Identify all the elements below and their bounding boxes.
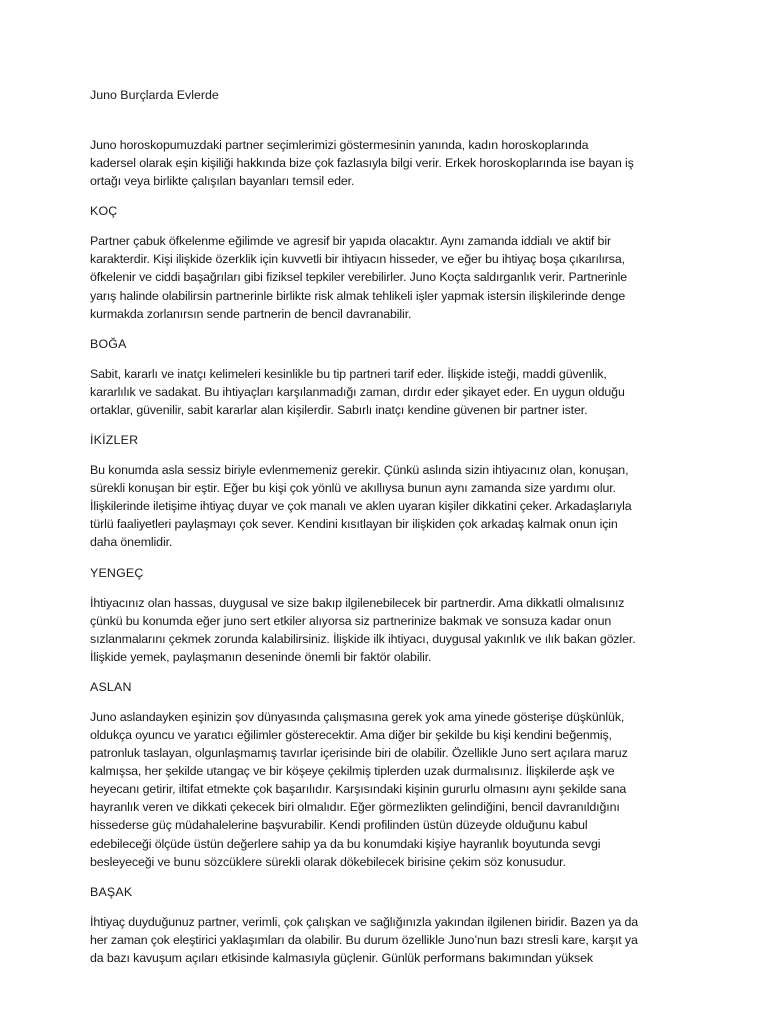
intro-paragraph: [90, 136, 690, 190]
paragraph-line: heyecanı getirir, iltifat etmekte çok başarılıdır. Karşısındaki kişinin gururlu olmasını aynı şekilde sana: [90, 782, 627, 797]
document-content: [90, 86, 690, 979]
paragraph-line: yarış halinde olabilirsin partnerinle birlikte risk almak tehlikeli işler yapmak istersin ilişkilerinde denge: [90, 288, 626, 303]
paragraph-line: besleyeceği ve bunu sözcüklere sürekli olarak dökebilecek birisine çekim söz konusudur.: [90, 854, 566, 869]
paragraph-line: kalmışsa, her şekilde utangaç ve bir köşeye çekilmiş tiplerden uzak durmalısınız. İlişkilerde aşk ve: [90, 764, 615, 779]
intro-line: kadersel olarak eşin kişiliği hakkında bize çok fazlasıyla bilgi verir. Erkek horoskoplarında ise bayan iş: [90, 156, 634, 171]
paragraph-line: İhtiyaç duyduğunuz partner, verimli, çok çalışkan ve sağlığınızla yakından ilgilenen biridir. Bazen ya da: [90, 914, 639, 929]
paragraph-line: karakterdir. Kişi ilişkide özerklik için kuvvetli bir ihtiyacın hisseder, ve eğer bu ihtiyaç boşa çıkarılırsa,: [90, 252, 625, 267]
paragraph-line: türlü faaliyetleri paylaşmayı çok sever. Kendini kısıtlayan bir ilişkiden çok arkadaş kalmak onun için: [90, 517, 618, 532]
document-title: Juno Burçlarda Evlerde: [90, 88, 219, 102]
intro-line: ortağı veya birlikte çalışılan bayanları temsil eder.: [90, 174, 355, 189]
paragraph-line: İlişkilerinde iletişime ihtiyaç duyar ve çok manalı ve aklen uyaran kişiler dikkatini çeker. Arkadaşlarıyla: [90, 499, 632, 514]
paragraph-line: edebileceği ölçüde üstün değerlere sahip ya da bu konumdaki kişiye hayranlık boyutunda sevgi: [90, 836, 601, 851]
paragraph-line: Bu konumda asla sessiz biriyle evlenmemeniz gerekir. Çünkü aslında sizin ihtiyacınız olan, konuşan,: [90, 463, 629, 478]
section-paragraph-koc: [90, 232, 690, 322]
section-paragraph-basak: [90, 913, 690, 967]
paragraph-line: kurmakda zorlanırsın sende partnerin de bencil davranabilir.: [90, 306, 412, 321]
section-heading-boga: BOĞA: [90, 336, 127, 351]
paragraph-line: Sabit, kararlı ve inatçı kelimeleri kesinlikle bu tip partneri tarif eder. İlişkide isteği, maddi güvenlik,: [90, 366, 607, 381]
paragraph-line: çünkü bu konumda eğer juno sert etkiler alıyorsa siz partnerinize bakmak ve sonsuza kadar onun: [90, 613, 612, 628]
section-paragraph-boga: [90, 365, 690, 419]
paragraph-line: sürekli konuşan bir eştir. Eğer bu kişi çok yönlü ve akıllıysa bunun aynı zamanda size yardımı olur.: [90, 481, 616, 496]
paragraph-line: hayranlık veren ve dikkati çekecek biri olmalıdır. Eğer görmezlikten gelindiğini, bencil davranıldığını: [90, 800, 620, 815]
paragraph-line: oldukça oyuncu ve yaratıcı eğilimler gösterecektir. Ama diğer bir şekilde bu kişi kendini beğenmiş,: [90, 727, 612, 742]
intro-line: Juno horoskopumuzdaki partner seçimlerimizi göstermesinin yanında, kadın horoskoplarında: [90, 138, 589, 152]
paragraph-line: İhtiyacınız olan hassas, duygusal ve size bakıp ilgilenebilecek bir partnerdir. Ama dikkatli olmalısınız: [90, 595, 625, 610]
section-heading-basak: BAŞAK: [90, 884, 133, 899]
paragraph-line: patronluk taslayan, olgunlaşmamış tavırlar içerisinde biri de olabilir. Özellikle Juno sert açılara maruz: [90, 746, 628, 761]
paragraph-line: İlişkide yemek, paylaşmanın deseninde önemli bir faktör olabilir.: [90, 649, 432, 664]
section-heading-koc: KOÇ: [90, 204, 118, 219]
paragraph-line: daha önemlidir.: [90, 535, 173, 550]
paragraph-line: kararlılık ve sadakat. Bu ihtiyaçları karşılanmadığı zaman, dırdır eder şikayet eder. En uygun olduğu: [90, 384, 625, 399]
paragraph-line: ortaklar, güvenilir, sabit kararlar alan kişilerdir. Sabırlı inatçı kendine güvenen bir partner ister.: [90, 402, 588, 417]
paragraph-line: her zaman çok eleştirici yaklaşımları da olabilir. Bu durum özellikle Juno’nun bazı stresli kare, karşıt ya: [90, 932, 638, 947]
paragraph-line: sızlanmalarını çekmek zorunda kalabilirsiniz. İlişkide ilk ihtiyacı, duygusal yakınlık ve ılık bakan gözler.: [90, 631, 636, 646]
section-heading-yengec: YENGEÇ: [90, 565, 144, 580]
section-paragraph-aslan: [90, 708, 690, 871]
paragraph-line: Partner çabuk öfkelenme eğilimde ve agresif bir yapıda olacaktır. Aynı zamanda iddialı ve aktif bir: [90, 234, 611, 249]
paragraph-line: da bazı kavuşum açıları etkisinde kalmasıyla güçlenir. Günlük performans bakımından yüksek: [90, 950, 593, 965]
section-heading-ikizler: İKİZLER: [90, 433, 139, 448]
section-paragraph-ikizler: [90, 461, 690, 551]
paragraph-line: Juno aslandayken eşinizin şov dünyasında çalışmasına gerek yok ama yinede gösterişe düşkünlük,: [90, 709, 625, 724]
section-paragraph-yengec: [90, 594, 690, 666]
paragraph-line: hissederse güç müdahalelerine başvurabilir. Kendi profilinden üstün düzeyde olduğunu kabul: [90, 818, 588, 833]
paragraph-line: öfkelenir ve ciddi başağrıları gibi fiziksel tepkiler verebilirler. Juno Koçta saldırganlık verir. Partnerinle: [90, 270, 628, 285]
section-heading-aslan: ASLAN: [90, 679, 132, 694]
